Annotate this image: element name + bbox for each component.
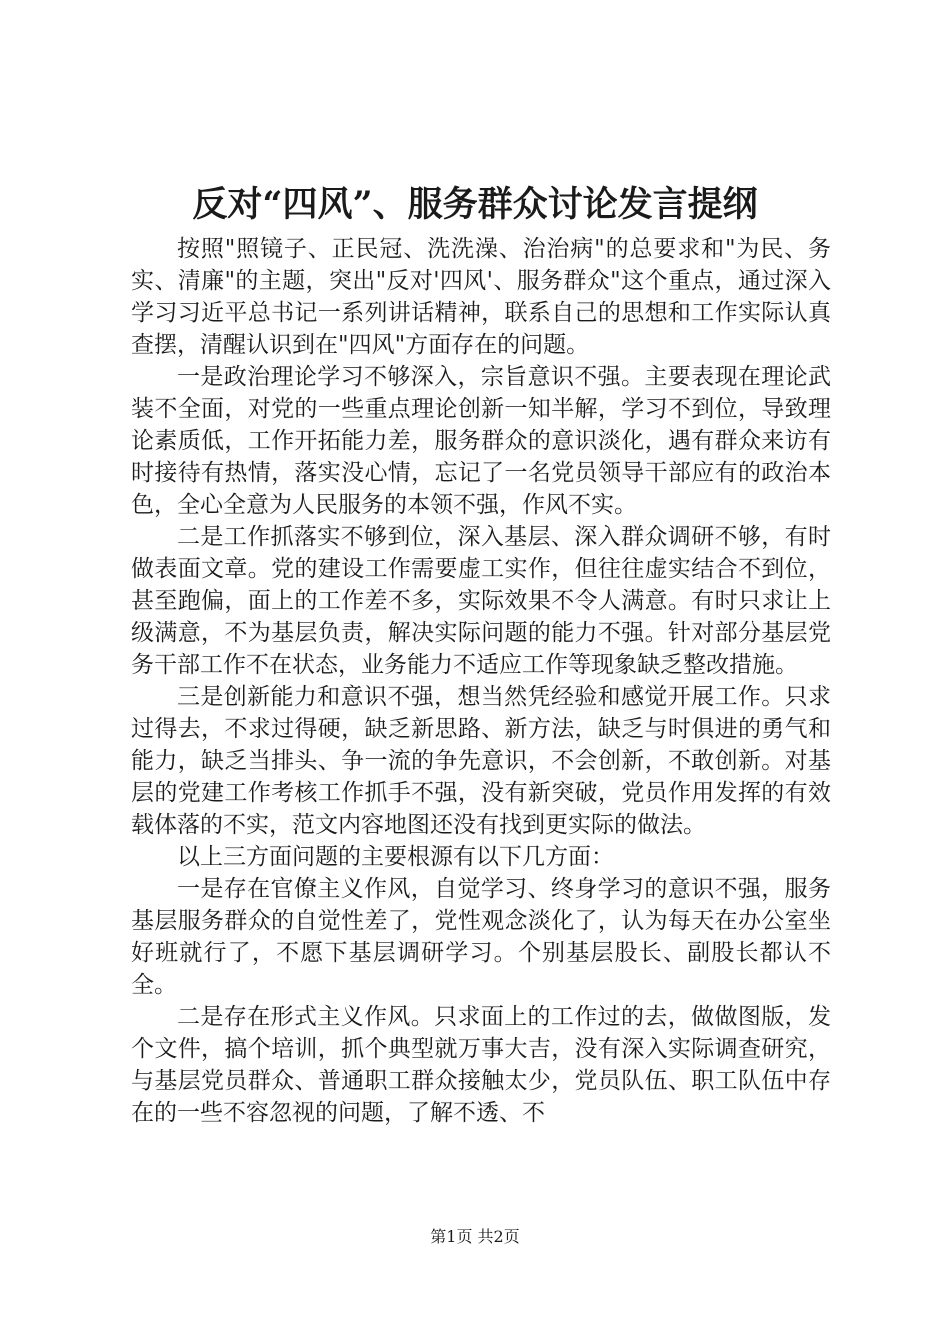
document-body bbox=[131, 233, 831, 1129]
document-title: 反对“四风”、服务群众讨论发言提纲 bbox=[192, 184, 758, 225]
paragraph-issue-1: 一是政治理论学习不够深入，宗旨意识不强。主要表现在理论武装不全面，对党的一些重点理论创新一知半解，学习不到位，导致理论素质低，工作开拓能力差，服务群众的意识淡化，遇有群众来访有时接待有热情，落实没心情，忘记了一名党员领导干部应有的政治本色，全心全意为人民服务的本领不强，作风不实。 bbox=[131, 364, 831, 518]
paragraph-cause-2: 二是存在形式主义作风。只求面上的工作过的去，做做图版，发个文件，搞个培训，抓个典型就万事大吉，没有深入实际调查研究，与基层党员群众、普通职工群众接触太少，党员队伍、职工队伍中存在的一些不容忽视的问题，了解不透、不 bbox=[131, 1004, 831, 1126]
paragraph-issue-3: 三是创新能力和意识不强，想当然凭经验和感觉开展工作。只求过得去，不求过得硬，缺乏新思路、新方法，缺乏与时俱进的勇气和能力，缺乏当排头、争一流的争先意识，不会创新，不敢创新。对基层的党建工作考核工作抓手不强，没有新突破，党员作用发挥的有效载体落的不实，范文内容地图还没有找到更实际的做法。 bbox=[131, 684, 831, 838]
paragraph-intro: 按照"照镜子、正民冠、洗洗澡、治治病"的总要求和"为民、务实、清廉"的主题，突出"反对'四风'、服务群众"这个重点，通过深入学习习近平总书记一系列讲话精神，联系自己的思想和工作实际认真查摆，清醒认识到在"四风"方面存在的问题。 bbox=[131, 236, 831, 358]
page-number-footer: 第1页 共2页 bbox=[430, 1227, 520, 1246]
paragraph-issue-2: 二是工作抓落实不够到位，深入基层、深入群众调研不够，有时做表面文章。党的建设工作需要虚工实作，但往往虚实结合不到位，甚至跑偏，面上的工作差不多，实际效果不令人满意。有时只求让上级满意，不为基层负责，解决实际问题的能力不强。针对部分基层党务干部工作不在状态，业务能力不适应工作等现象缺乏整改措施。 bbox=[131, 524, 831, 678]
paragraph-cause-1: 一是存在官僚主义作风，自觉学习、终身学习的意识不强，服务基层服务群众的自觉性差了，党性观念淡化了，认为每天在办公室坐好班就行了，不愿下基层调研学习。个别基层股长、副股长都认不全。 bbox=[131, 876, 831, 998]
paragraph-root-causes-intro: 以上三方面问题的主要根源有以下几方面： bbox=[177, 844, 614, 870]
